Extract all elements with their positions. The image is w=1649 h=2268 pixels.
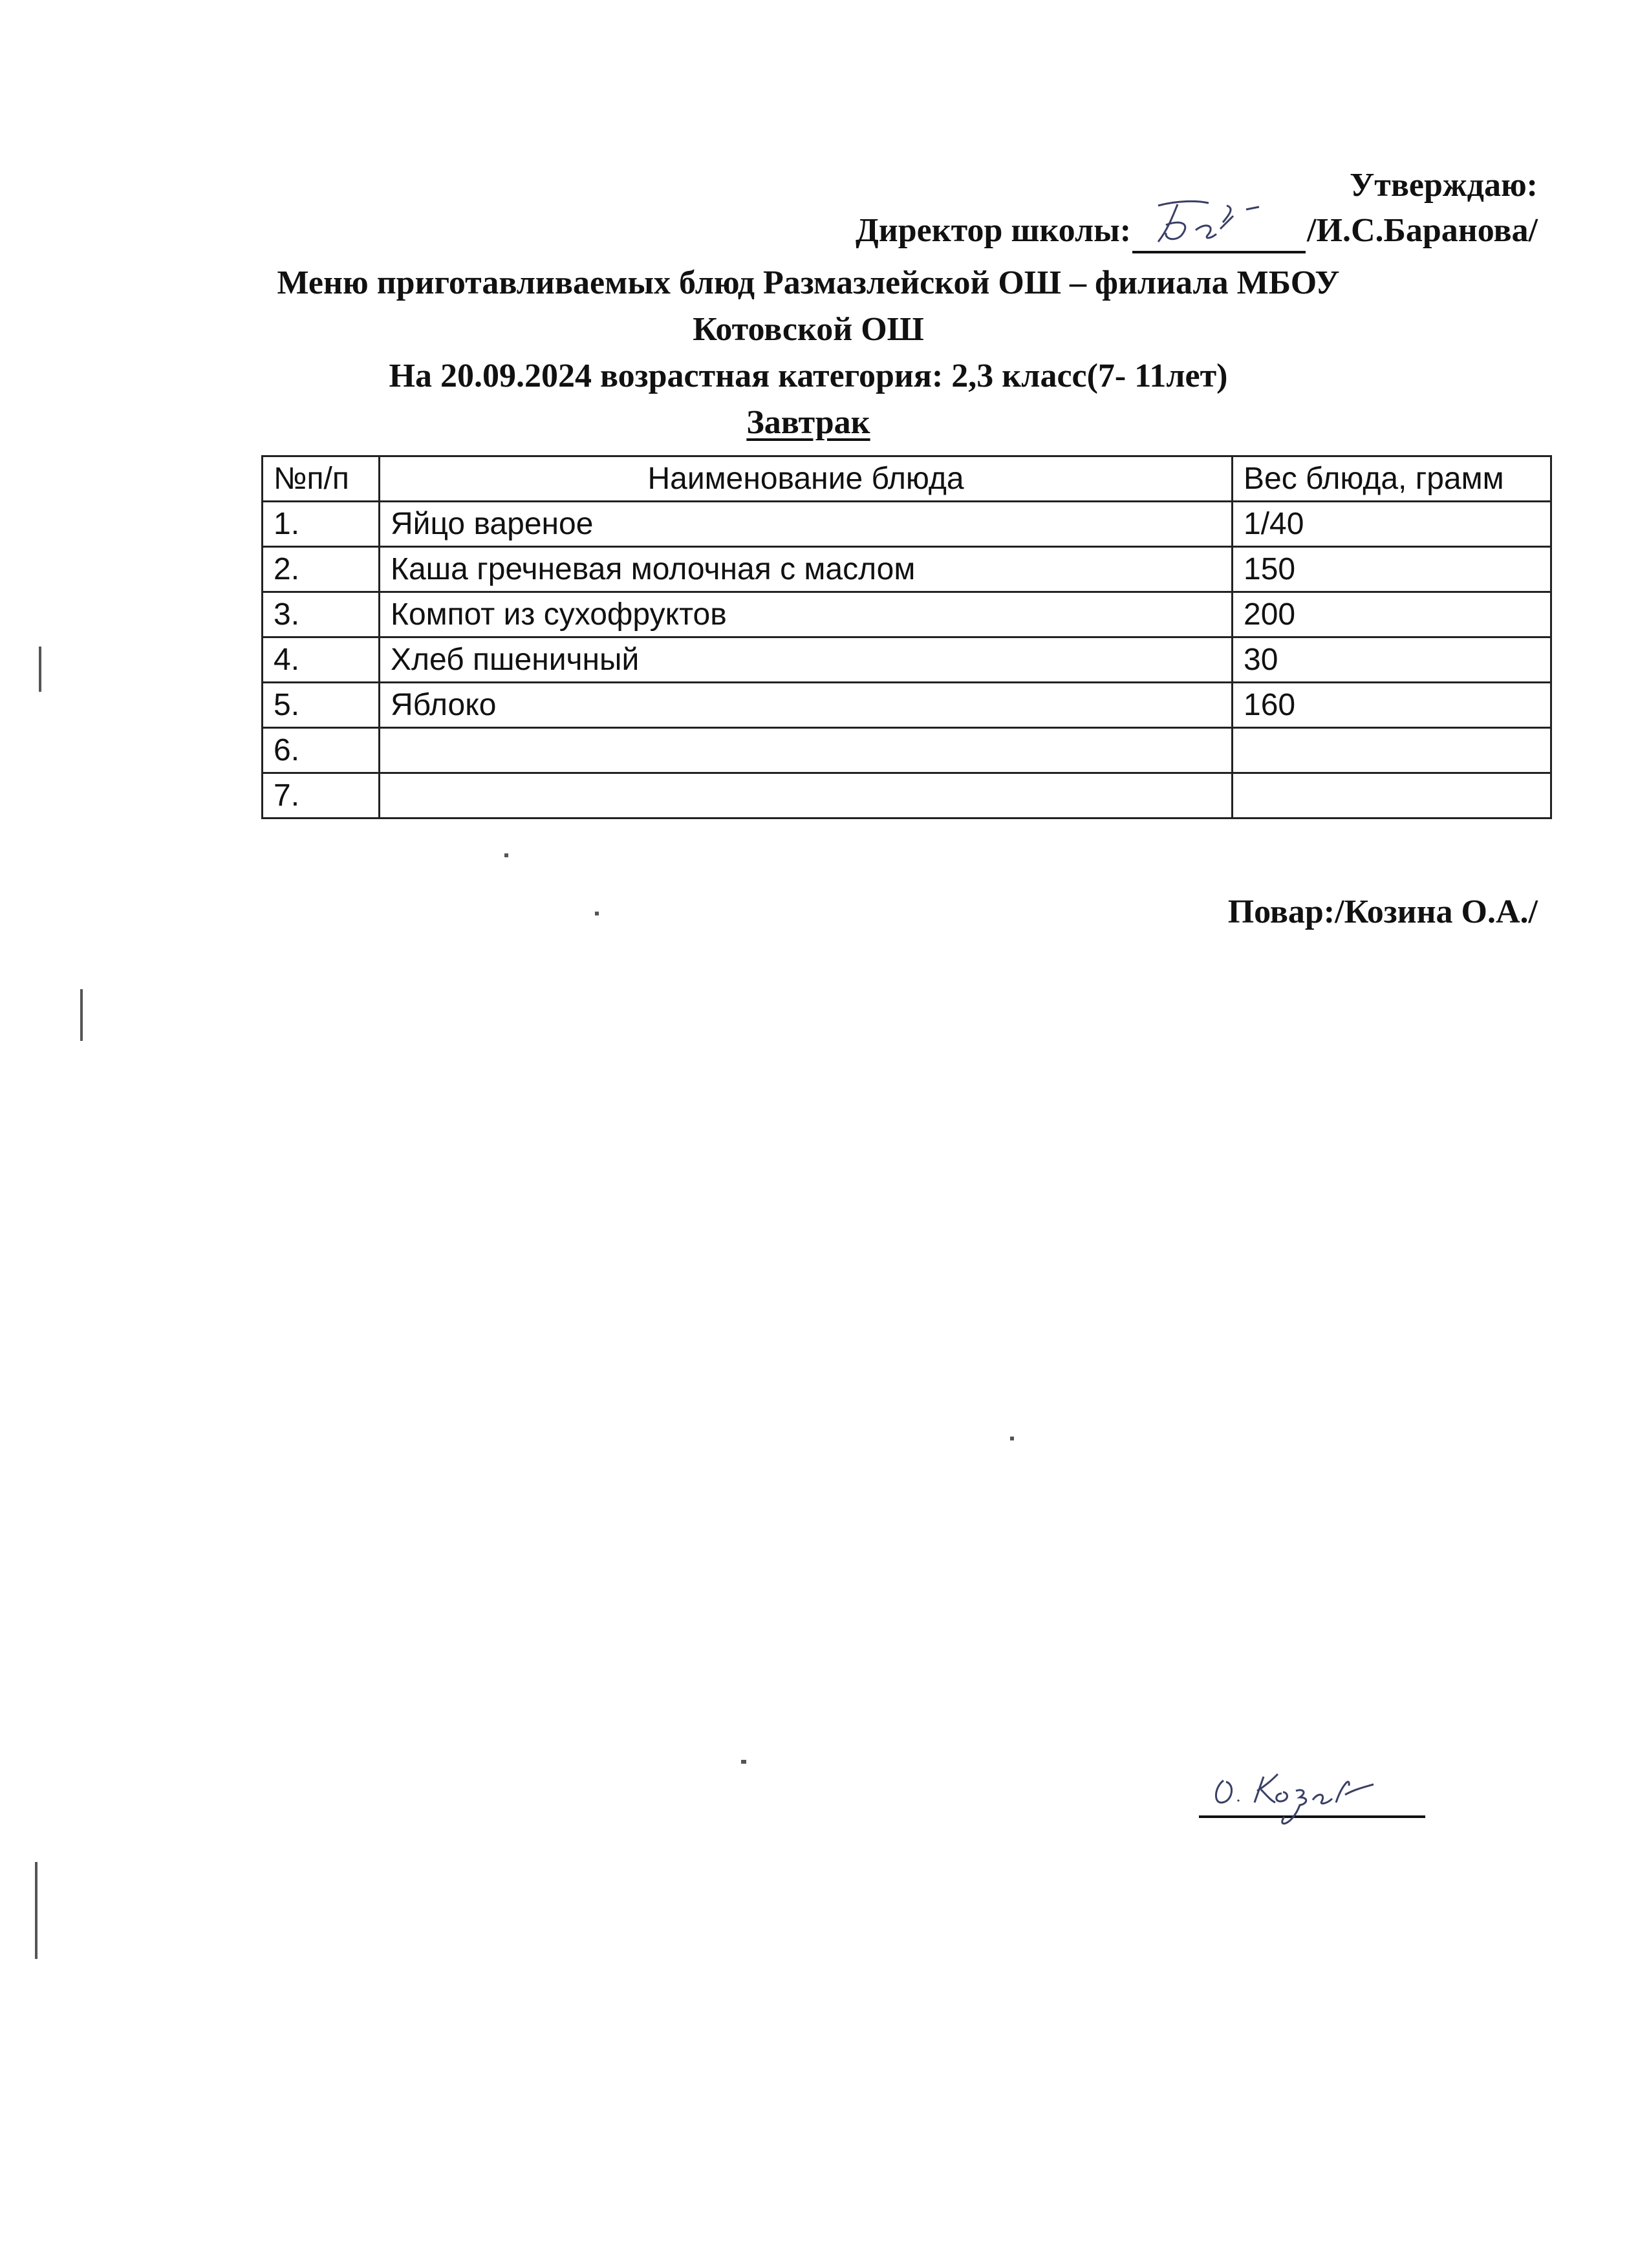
dish-weight: 1/40 <box>1233 502 1551 547</box>
scan-mark <box>80 989 83 1041</box>
dish-name: Яблоко <box>380 683 1233 728</box>
menu-title <box>194 260 1423 446</box>
dish-name: Каша гречневая молочная с маслом <box>380 547 1233 592</box>
dish-weight: 160 <box>1233 683 1551 728</box>
dish-name: Компот из сухофруктов <box>380 592 1233 637</box>
row-number: 2. <box>263 547 380 592</box>
title-line-3: На 20.09.2024 возрастная категория: 2,3 класс(7- 11лет) <box>389 358 1228 394</box>
table-row <box>263 773 1551 818</box>
director-name: /И.С.Баранова/ <box>1307 212 1538 249</box>
row-number: 3. <box>263 592 380 637</box>
table-row <box>263 547 1551 592</box>
cook-signature <box>1199 1779 1425 1818</box>
row-number: 7. <box>263 773 380 818</box>
scan-mark <box>39 647 41 692</box>
director-line <box>856 208 1538 253</box>
table-row <box>263 728 1551 773</box>
dish-name: Хлеб пшеничный <box>380 637 1233 683</box>
scan-mark <box>595 912 599 915</box>
dish-weight <box>1233 773 1551 818</box>
scan-mark <box>1010 1437 1014 1440</box>
cook-line <box>1228 890 1538 935</box>
menu-table <box>261 455 1552 819</box>
dish-name <box>380 728 1233 773</box>
row-number: 1. <box>263 502 380 547</box>
approval-heading: Утверждаю: <box>1350 167 1538 204</box>
director-signature <box>1132 215 1306 253</box>
table-row <box>263 592 1551 637</box>
table-row <box>263 502 1551 547</box>
meal-heading: Завтрак <box>746 404 870 441</box>
cook-name: /Козина О.А./ <box>1335 893 1538 930</box>
table-row <box>263 683 1551 728</box>
scan-mark <box>504 853 508 857</box>
dish-name <box>380 773 1233 818</box>
title-line-2: Котовской ОШ <box>693 311 924 348</box>
dish-weight: 30 <box>1233 637 1551 683</box>
row-number: 4. <box>263 637 380 683</box>
header-number: №п/п <box>263 456 380 502</box>
dish-weight <box>1233 728 1551 773</box>
dish-weight: 150 <box>1233 547 1551 592</box>
row-number: 6. <box>263 728 380 773</box>
scan-mark <box>35 1862 38 1959</box>
header-weight: Вес блюда, грамм <box>1233 456 1551 502</box>
title-line-1: Меню приготавливаемых блюд Размазлейской ОШ – филиала МБОУ <box>277 264 1340 301</box>
cook-label: Повар: <box>1227 893 1335 930</box>
dish-name: Яйцо вареное <box>380 502 1233 547</box>
scan-mark <box>741 1760 746 1764</box>
header-dish: Наименование блюда <box>380 456 1233 502</box>
table-row <box>263 637 1551 683</box>
director-label: Директор школы: <box>855 212 1132 249</box>
table-header-row <box>263 456 1551 502</box>
row-number: 5. <box>263 683 380 728</box>
dish-weight: 200 <box>1233 592 1551 637</box>
